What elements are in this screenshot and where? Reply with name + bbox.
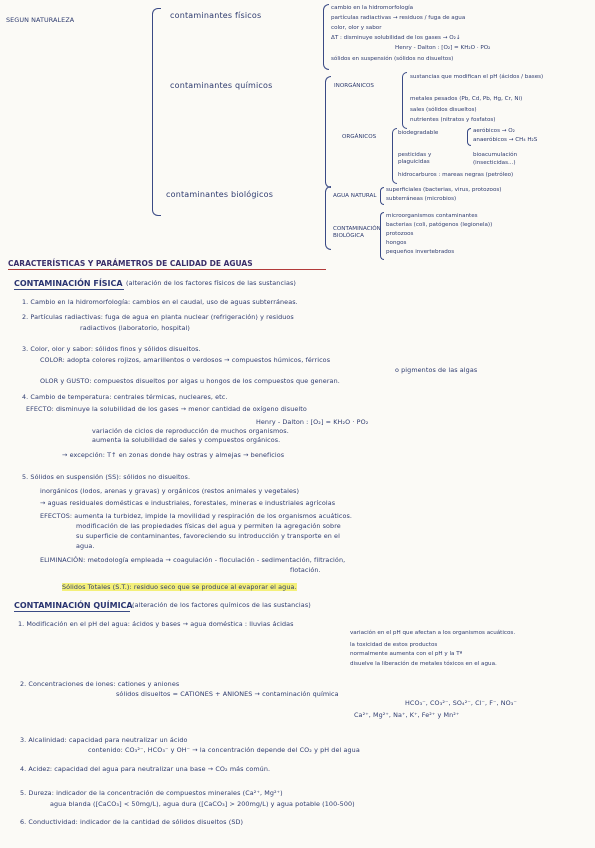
quimica-line: Ca²⁺, Mg²⁺, Na⁺, K⁺, Fe²⁺ y Mn²⁺ xyxy=(354,711,460,719)
agua-natural-label: AGUA NATURAL xyxy=(333,193,377,199)
quimicos-label: contaminantes químicos xyxy=(170,81,273,90)
fisica-line: radiactivos (laboratorio, hospital) xyxy=(80,324,190,332)
fisica-line: modificación de las propiedades físicas del agua y permiten la agregación sobre xyxy=(76,522,341,530)
contaminacion-item: hongos xyxy=(386,240,407,246)
agua-natural-item: superficiales (bacterias, virus, protozoos) xyxy=(386,187,502,193)
fisica-line: o pigmentos de las algas xyxy=(395,366,478,374)
fisica-line: EFECTO: disminuye la solubilidad de los gases → menor cantidad de oxígeno disuelto xyxy=(26,405,307,413)
organicos-brace xyxy=(392,128,397,184)
quimica-line: HCO₃⁻, CO₃²⁻, SO₄²⁻, Cl⁻, F⁻, NO₃⁻ xyxy=(405,699,517,707)
inorganicos-item: sustancias que modifican el pH (ácidos / bases) xyxy=(410,74,544,80)
quimica-line: 5. Dureza: indicador de la concentración de compuestos minerales (Ca²⁺, Mg²⁺) xyxy=(20,789,283,797)
contaminacion-item: protozoos xyxy=(386,231,414,237)
fisicos-item: cambio en la hidromorfología xyxy=(331,5,414,11)
contaminacion-biologica-label: CONTAMINACIÓN BIOLÓGICA xyxy=(333,226,381,239)
biodegradable-label: biodegradable xyxy=(398,130,439,136)
quimicos-brace xyxy=(325,76,331,188)
fisica-line: Henry - Dalton : [O₂] = KH₂O · PO₂ xyxy=(256,418,369,426)
quimica-line: sólidos disueltos = CATIONES + ANIONES → contaminación química xyxy=(116,690,339,698)
fisicos-item: color, olor y sabor xyxy=(331,25,382,31)
fisica-line: inorgánicos (lodos, arenas y gravas) y orgánicos (restos animales y vegetales) xyxy=(40,487,300,495)
quimica-line: 6. Conductividad: indicador de la cantidad de sólidos disueltos (SD) xyxy=(20,818,244,826)
bio-item: aeróbicos → O₂ xyxy=(473,128,515,134)
quimica-line: 3. Alcalinidad: capacidad para neutralizar un ácido xyxy=(20,736,188,744)
fisica-line: 3. Color, olor y sabor: sólidos finos y sólidos disueltos. xyxy=(22,345,201,353)
fisica-line: flotación. xyxy=(290,566,321,574)
fisica-line: variación de ciclos de reproducción de muchos organismos. xyxy=(92,427,289,435)
fisica-line: aumenta la solubilidad de sales y compuestos orgánicos. xyxy=(92,436,281,444)
quimica-title: CONTAMINACIÓN QUÍMICA xyxy=(14,601,133,610)
fisica-line: 5. Sólidos en suspensión (SS): sólidos no disueltos. xyxy=(22,473,191,481)
fisica-line: 2. Partículas radiactivas: fuga de agua en planta nuclear (refrigeración) y residuos xyxy=(22,313,294,321)
fisicos-item: Henry - Dalton : [O₂] = KH₂O · PO₂ xyxy=(395,45,491,51)
pesticidas-label: pesticidas y plaguicidas xyxy=(398,152,432,165)
quimica-subtitle: (alteración de los factores químicos de las sustancias) xyxy=(132,601,311,609)
quimica-line: 2. Concentraciones de iones: cationes y aniones xyxy=(20,680,180,688)
hidrocarburos-item: hidrocarburos : mareas negras (petróleo) xyxy=(398,172,514,178)
fisica-underline xyxy=(14,289,124,290)
organicos-label: ORGÁNICOS xyxy=(342,134,377,140)
quimica-line: disuelve la liberación de metales tóxicos en el agua. xyxy=(350,661,497,667)
fisicos-item: sólidos en suspensión (sólidos no disueltos) xyxy=(331,56,454,62)
fisica-line: → aguas residuales domésticas e industriales, forestales, mineras e industriales agrícolas xyxy=(40,499,336,507)
quimica-line: la toxicidad de estos productos xyxy=(350,642,438,648)
fisica-line: Sólidos Totales (S.T.): residuo seco que se produce al evaporar el agua. xyxy=(62,583,297,591)
agua-natural-brace xyxy=(380,187,384,205)
biologicos-label: contaminantes biológicos xyxy=(166,190,274,199)
fisica-line: 1. Cambio en la hidromorfología: cambios en el caudal, uso de aguas subterráneas. xyxy=(22,298,298,306)
quimica-line: agua blanda ([CaCO₃] < 50mg/L), agua dura ([CaCO₃] > 200mg/L) y agua potable (100-500) xyxy=(50,800,355,808)
fisica-line: EFECTOS: aumenta la turbidez, impide la movilidad y respiración de los organismos acuáticos. xyxy=(40,512,353,520)
fisica-line: su superficie de contaminantes, favoreciendo su introducción y transporte en el xyxy=(76,532,340,540)
fisicos-item: partículas radiactivas → residuos / fuga de agua xyxy=(331,15,466,21)
fisica-title: CONTAMINACIÓN FÍSICA xyxy=(14,279,123,288)
fisica-line: 4. Cambio de temperatura: centrales térmicas, nucleares, etc. xyxy=(22,393,228,401)
contaminacion-item: microorganismos contaminantes xyxy=(386,213,478,219)
section-title-underline xyxy=(8,269,326,270)
inorganicos-label: INORGÁNICOS xyxy=(334,83,374,89)
bio-brace xyxy=(467,128,471,146)
contaminacion-item: bacterias (coli, patógenos (legionela)) xyxy=(386,222,493,228)
fisica-subtitle: (alteración de los factores físicos de las sustancias) xyxy=(126,279,296,287)
quimica-underline xyxy=(14,611,130,612)
tree-root: SEGUN NATURALEZA xyxy=(6,16,75,24)
section-title: CARACTERÍSTICAS Y PARÁMETROS DE CALIDAD DE AGUAS xyxy=(8,259,253,268)
agua-natural-item: subterráneas (microbios) xyxy=(386,196,457,202)
quimica-line: variación en el pH que afectan a los organismos acuáticos. xyxy=(350,630,516,636)
quimica-line: 4. Acidez: capacidad del agua para neutralizar una base → CO₂ más común. xyxy=(20,765,271,773)
contaminacion-item: pequeños invertebrados xyxy=(386,249,455,255)
bio-item: anaeróbicos → CH₄ H₂S xyxy=(473,137,538,143)
quimica-line: contenido: CO₃²⁻, HCO₃⁻ y OH⁻ → la concentración depende del CO₂ y pH del agua xyxy=(88,746,360,754)
contaminacion-brace xyxy=(380,212,384,260)
fisicos-item: ΔT : disminuye solubilidad de los gases → O₂↓ xyxy=(331,35,461,41)
fisica-line: OLOR y GUSTO: compuestos disueltos por algas u hongos de los compuestos que generan. xyxy=(40,377,340,385)
fisicos-label: contaminantes físicos xyxy=(170,11,262,20)
pest-item: (insecticidas...) xyxy=(473,160,516,166)
fisica-line: ELIMINACIÓN: metodología empleada → coagulación - floculación - sedimentación, filtración, xyxy=(40,556,346,564)
quimica-line: normalmente aumenta con el pH y la Tª xyxy=(350,651,463,657)
inorganicos-item: sales (sólidos disueltos) xyxy=(410,107,477,113)
fisicos-brace xyxy=(323,4,329,70)
fisica-line: → excepción: T↑ en zonas donde hay ostras y almejas → beneficios xyxy=(62,451,285,459)
biologicos-brace xyxy=(325,186,331,250)
pest-item: bioacumulación xyxy=(473,152,518,158)
inorganicos-brace xyxy=(402,72,407,129)
quimica-line: 1. Modificación en el pH del agua: ácidos y bases → agua doméstica : lluvias ácidas xyxy=(18,620,294,628)
inorganicos-item: metales pesados (Pb, Cd, Pb, Hg, Cr, Ni) xyxy=(410,96,523,102)
fisica-line: COLOR: adopta colores rojizos, amarillentos o verdosos → compuestos húmicos, férricos xyxy=(40,356,331,364)
inorganicos-item: nutrientes (nitratos y fosfatos) xyxy=(410,117,496,123)
fisica-line: agua. xyxy=(76,542,95,550)
root-brace xyxy=(152,8,161,216)
